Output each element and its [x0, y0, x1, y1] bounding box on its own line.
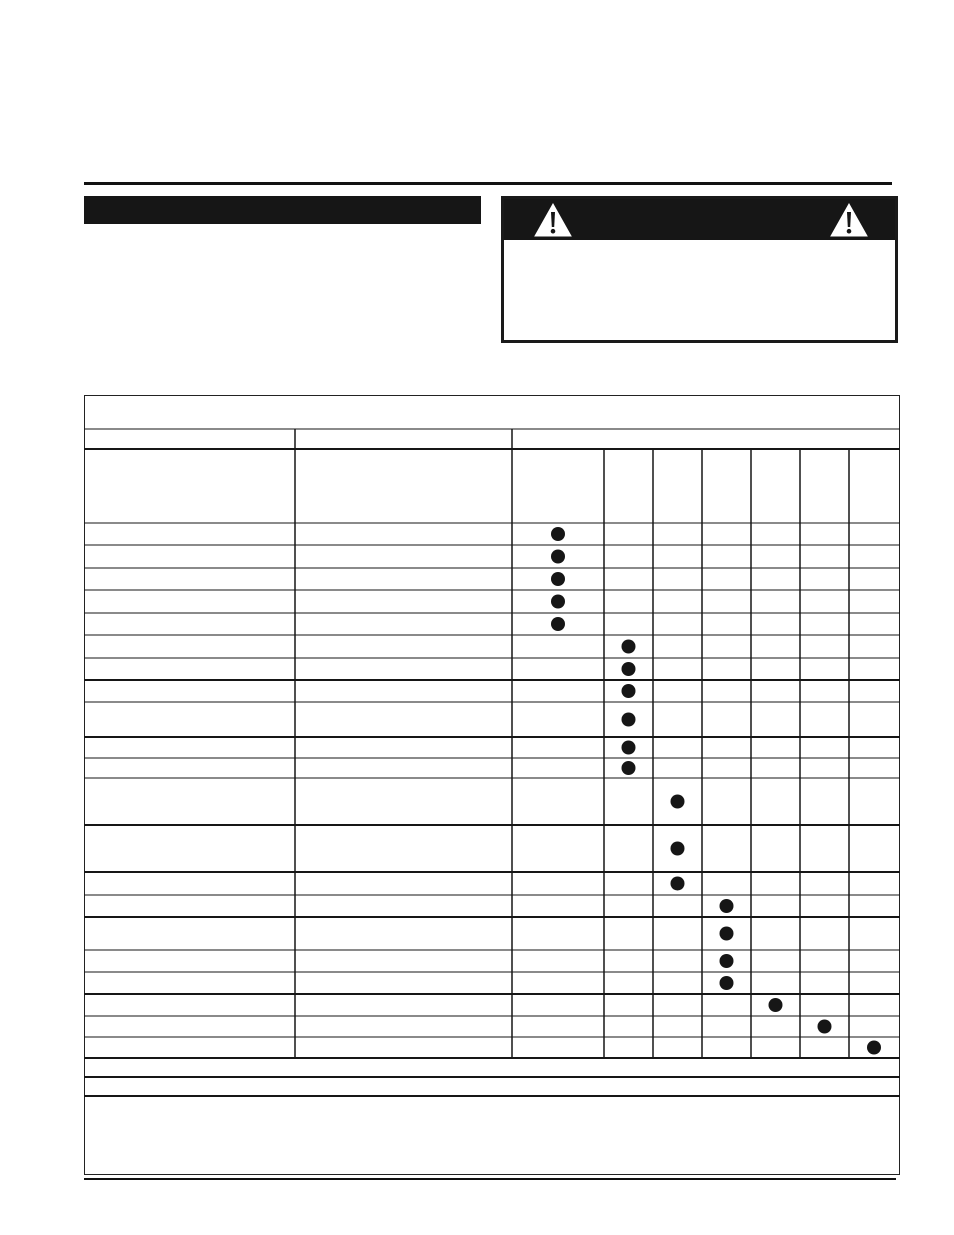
matrix-dot-marker [551, 572, 565, 586]
matrix-dot-marker [622, 640, 636, 654]
matrix-dot-marker [671, 877, 685, 891]
matrix-dot-marker [622, 741, 636, 755]
warning-box [501, 196, 898, 343]
matrix-dot-marker [818, 1020, 832, 1034]
matrix-table [84, 395, 900, 1175]
matrix-dot-marker [551, 527, 565, 541]
matrix-dot-marker [769, 998, 783, 1012]
matrix-dot-marker [720, 954, 734, 968]
warning-header [504, 199, 895, 240]
bottom-rule [84, 1178, 896, 1180]
matrix-dot-marker [720, 976, 734, 990]
matrix-dot-marker [720, 899, 734, 913]
matrix-dot-marker [551, 550, 565, 564]
matrix-dot-marker [720, 927, 734, 941]
matrix-dot-marker [671, 842, 685, 856]
warning-triangle-icon [534, 203, 572, 237]
section-heading-bar [84, 196, 481, 224]
matrix-dot-marker [622, 761, 636, 775]
matrix-dot-marker [622, 713, 636, 727]
matrix-dot-marker [622, 684, 636, 698]
matrix-dot-marker [867, 1041, 881, 1055]
matrix-dot-marker [551, 595, 565, 609]
matrix-dot-marker [551, 617, 565, 631]
matrix-dot-marker [622, 662, 636, 676]
matrix-dot-marker [671, 795, 685, 809]
top-rule [84, 182, 892, 185]
warning-triangle-icon [830, 203, 868, 237]
